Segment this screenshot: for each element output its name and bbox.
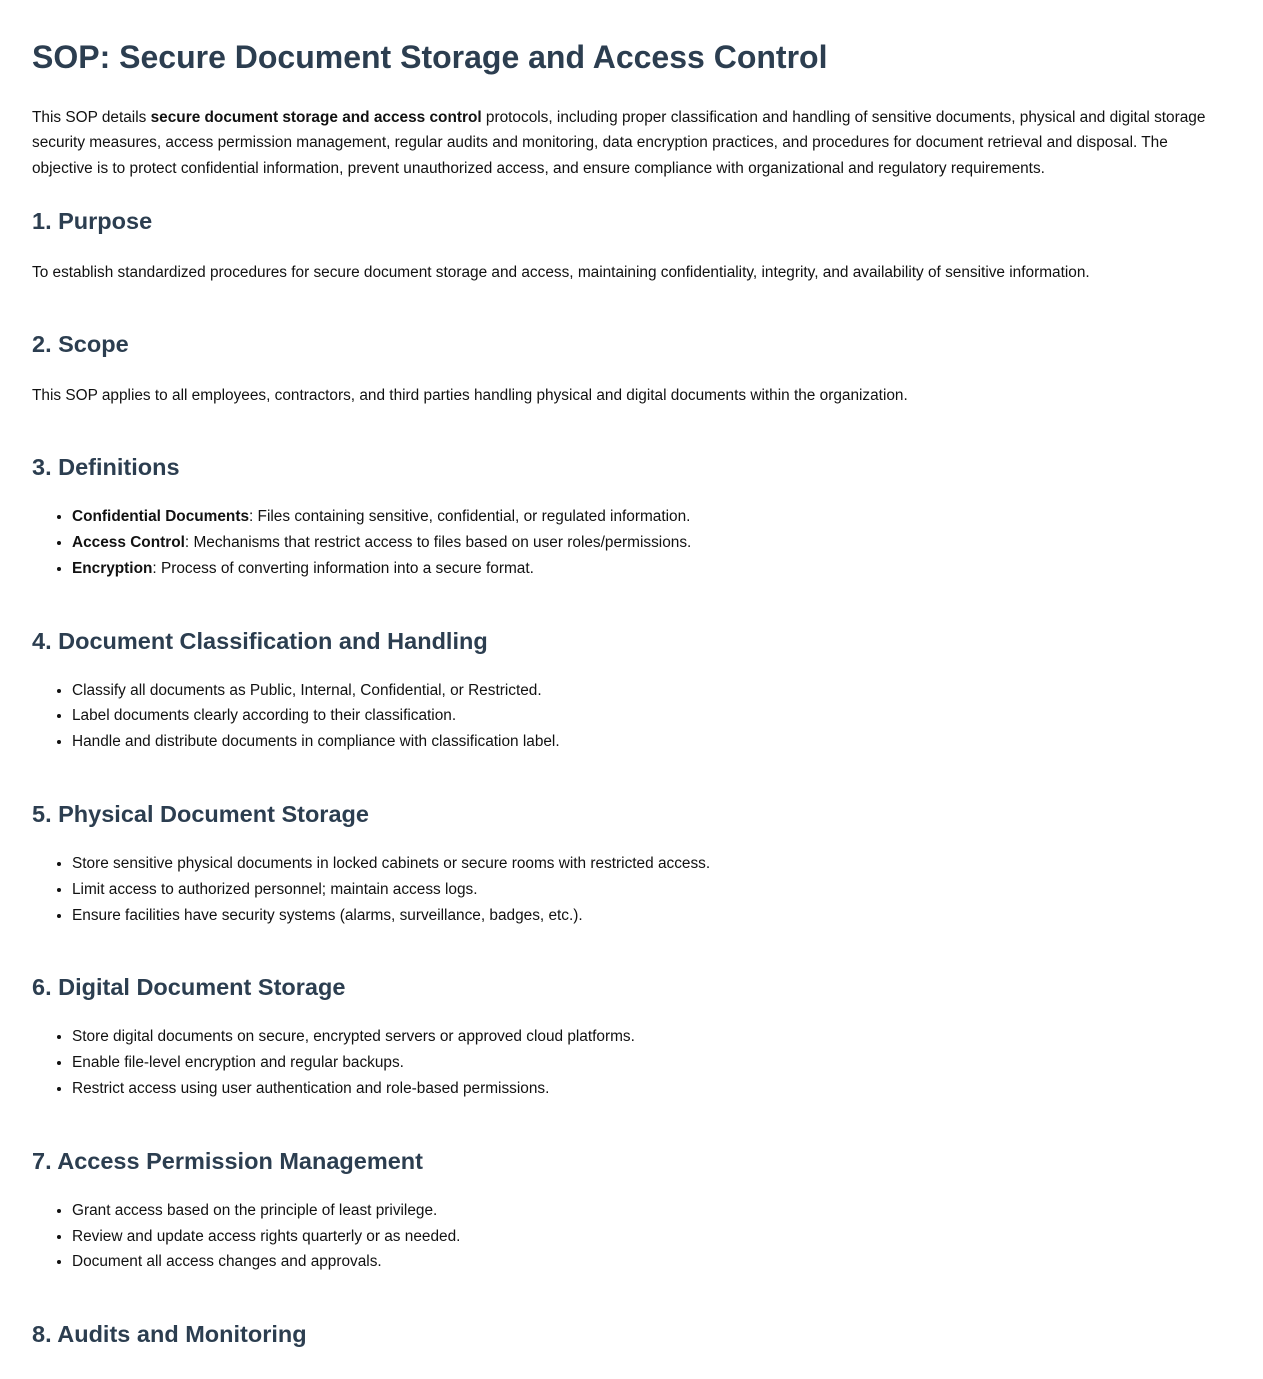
intro-prefix: This SOP details — [32, 109, 151, 126]
list-item: • Enable file-level encryption and regular backups. — [72, 1050, 1231, 1076]
definition-desc: : Mechanisms that restrict access to files based on user roles/permissions. — [184, 534, 692, 552]
list-item: • Review and update access rights quarterly or as needed. — [72, 1224, 1231, 1250]
list-item — [72, 556, 1231, 582]
intro-paragraph — [32, 105, 1231, 181]
section-classification — [32, 626, 1231, 755]
list-item: • Document all access changes and approvals. — [72, 1249, 1231, 1275]
definition-term: Access Control — [72, 534, 185, 552]
section-audits — [32, 1319, 1231, 1349]
section-access-management — [32, 1146, 1231, 1275]
intro-bold: secure document storage and access control — [150, 109, 482, 126]
digital-storage-list — [32, 1024, 1231, 1101]
section-heading-audits: 8. Audits and Monitoring — [32, 1321, 307, 1348]
access-management-list — [32, 1198, 1231, 1275]
section-heading-classification: 4. Document Classification and Handling — [32, 627, 488, 654]
list-item: • Handle and distribute documents in compliance with classification label. — [72, 729, 1231, 755]
list-item: • Label documents clearly according to their classification. — [72, 703, 1231, 729]
section-scope — [32, 329, 1231, 408]
classification-list — [32, 678, 1231, 755]
definition-term: Encryption — [72, 559, 153, 577]
intro-suffix: protocols, including proper classification and handling of sensitive documents, physical and digital storage security measures, access permission management, regular audits and monitoring, data encryption practices, and procedures for document retrieval and disposal. The objective is to protect confidential information, prevent unauthorized access, and ensure compliance with organizational and regulatory requirements. — [32, 109, 1206, 177]
section-heading-access-management: 7. Access Permission Management — [32, 1147, 423, 1174]
list-item: • Classify all documents as Public, Internal, Confidential, or Restricted. — [72, 678, 1231, 704]
section-digital-storage — [32, 972, 1231, 1101]
definition-desc: : Process of converting information into a secure format. — [152, 559, 534, 577]
list-item: • Store sensitive physical documents in locked cabinets or secure rooms with restricted access. — [72, 851, 1231, 877]
section-heading-digital-storage: 6. Digital Document Storage — [32, 974, 346, 1001]
purpose-text: To establish standardized procedures for secure document storage and access, maintaining confidentiality, integrity, and availability of sensitive information. — [32, 264, 1090, 282]
list-item: • Grant access based on the principle of least privilege. — [72, 1198, 1231, 1224]
definition-desc: : Files containing sensitive, confidential, or regulated information. — [249, 508, 691, 526]
section-physical-storage — [32, 799, 1231, 928]
list-item — [72, 504, 1231, 530]
page-title: SOP: Secure Document Storage and Access Control — [32, 39, 828, 75]
list-item: • Ensure facilities have security systems (alarms, surveillance, badges, etc.). — [72, 903, 1231, 929]
section-purpose — [32, 206, 1231, 285]
list-item: • Restrict access using user authentication and role-based permissions. — [72, 1076, 1231, 1102]
definitions-list — [32, 504, 1231, 581]
section-heading-physical-storage: 5. Physical Document Storage — [32, 801, 369, 827]
section-heading-definitions: 3. Definitions — [32, 454, 180, 481]
section-heading-purpose: 1. Purpose — [32, 208, 153, 235]
list-item — [72, 530, 1231, 556]
list-item: • Store digital documents on secure, encrypted servers or approved cloud platforms. — [72, 1024, 1231, 1050]
section-heading-scope: 2. Scope — [32, 331, 129, 358]
scope-text: This SOP applies to all employees, contractors, and third parties handling physical and digital documents within the organization. — [32, 387, 908, 405]
physical-storage-list — [32, 851, 1231, 928]
list-item: • Limit access to authorized personnel; maintain access logs. — [72, 877, 1231, 903]
section-definitions — [32, 452, 1231, 581]
definition-term: Confidential Documents — [72, 508, 249, 526]
